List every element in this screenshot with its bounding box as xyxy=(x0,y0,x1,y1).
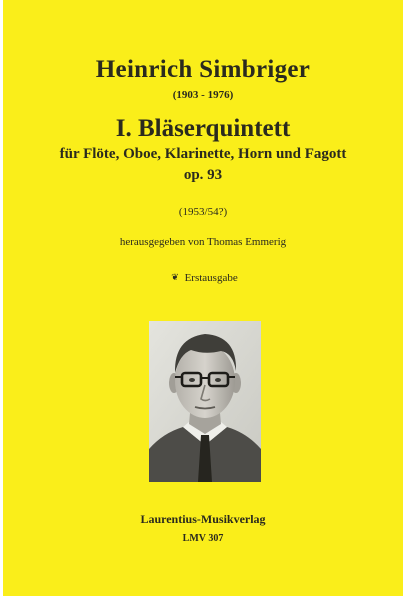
composer-portrait xyxy=(149,321,261,482)
composition-year: (1953/54?) xyxy=(178,206,228,218)
edition-line xyxy=(3,272,403,284)
fleuron-icon: ❦ xyxy=(171,272,179,282)
edition-label: Erstausgabe xyxy=(184,272,238,284)
composer-name: Heinrich Simbriger xyxy=(95,56,311,83)
score-cover xyxy=(3,0,403,596)
catalog-number: LMV 307 xyxy=(182,533,224,544)
work-title: I. Bläserquintett xyxy=(115,115,291,142)
composer-dates: (1903 - 1976) xyxy=(172,89,234,101)
editor-credit: herausgegeben von Thomas Emmerig xyxy=(119,236,287,248)
portrait-image xyxy=(149,321,261,482)
opus-number: op. 93 xyxy=(183,167,223,183)
instrumentation: für Flöte, Oboe, Klarinette, Horn und Fagott xyxy=(59,146,347,162)
publisher-name: Laurentius-Musikverlag xyxy=(140,512,266,526)
